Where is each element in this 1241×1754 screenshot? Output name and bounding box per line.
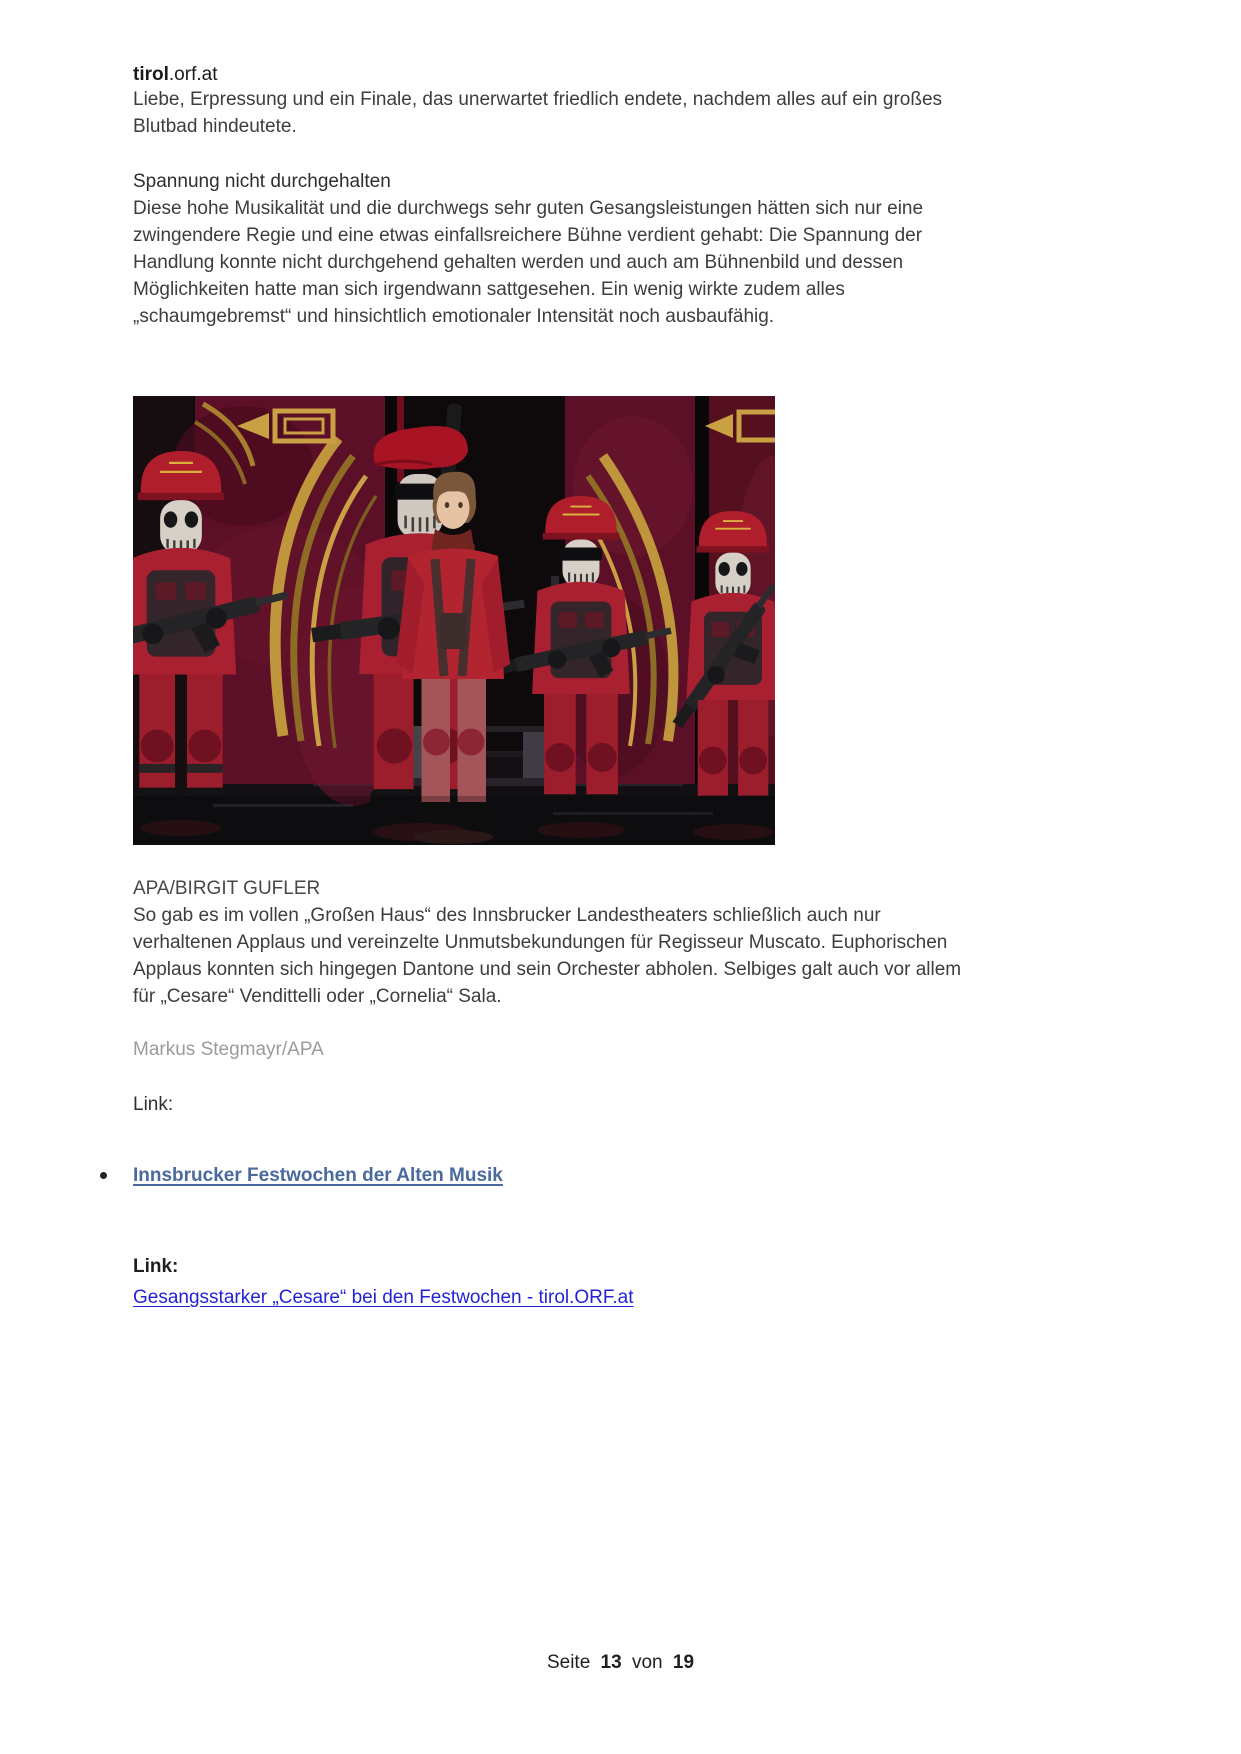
site-brand-bold: tirol xyxy=(133,64,169,85)
bullet-icon xyxy=(100,1172,107,1179)
section-subheading: Spannung nicht durchgehalten xyxy=(133,171,391,192)
footer-page-number: 13 xyxy=(600,1652,622,1673)
article-photo xyxy=(133,396,775,845)
site-brand-rest: .orf.at xyxy=(168,64,218,85)
page-footer xyxy=(0,1652,1241,1674)
footer-separator: von xyxy=(631,1652,663,1673)
paragraph-critique: Diese hohe Musikalität und die durchwegs sehr guten Gesangsleistungen hätten sich nur eine zwingendere Regie und eine etwas einfallsreichere Bühne verdient gehabt: Die Spannung der Handlung konnte nicht durchgehend gehalten werden und auch am Bühnenbild und dessen Möglichkeiten hatte man sich irgendwann sattgesehen. Ein wenig wirkte zudem alles „schaumgebremst“ und hinsichtlich emotionaler Intensität noch ausbaufähig. xyxy=(133,198,924,327)
paragraph-intro: Liebe, Erpressung und ein Finale, das unerwartet friedlich endete, nachdem alles auf ein großes Blutbad hindeutete. xyxy=(133,89,943,137)
photo-credit: APA/BIRGIT GUFLER xyxy=(133,878,321,899)
paragraph-applause: So gab es im vollen „Großen Haus“ des Innsbrucker Landestheaters schließlich auch nur verhaltenen Applaus und vereinzelte Unmutsbekundungen für Regisseur Muscato. Euphorischen Applaus konnten sich hingegen Dantone und sein Orchester abholen. Selbiges galt auch vor allem für „Cesare“ Vendittelli oder „Cornelia“ Sala. xyxy=(133,905,962,1007)
bottom-link-label: Link: xyxy=(133,1256,179,1277)
festwochen-link[interactable]: Innsbrucker Festwochen der Alten Musik xyxy=(133,1165,503,1186)
author-byline: Markus Stegmayr/APA xyxy=(133,1039,324,1060)
stage-photo-illustration xyxy=(133,396,775,845)
footer-total-pages: 19 xyxy=(672,1652,695,1673)
article-source-link[interactable]: Gesangsstarker „Cesare“ bei den Festwochen - tirol.ORF.at xyxy=(133,1287,634,1308)
site-header xyxy=(133,0,978,86)
bullet-list-item xyxy=(133,1162,978,1189)
link-section-label: Link: xyxy=(133,1094,174,1115)
bottom-link-row xyxy=(133,1284,978,1311)
footer-prefix: Seite xyxy=(546,1652,591,1673)
